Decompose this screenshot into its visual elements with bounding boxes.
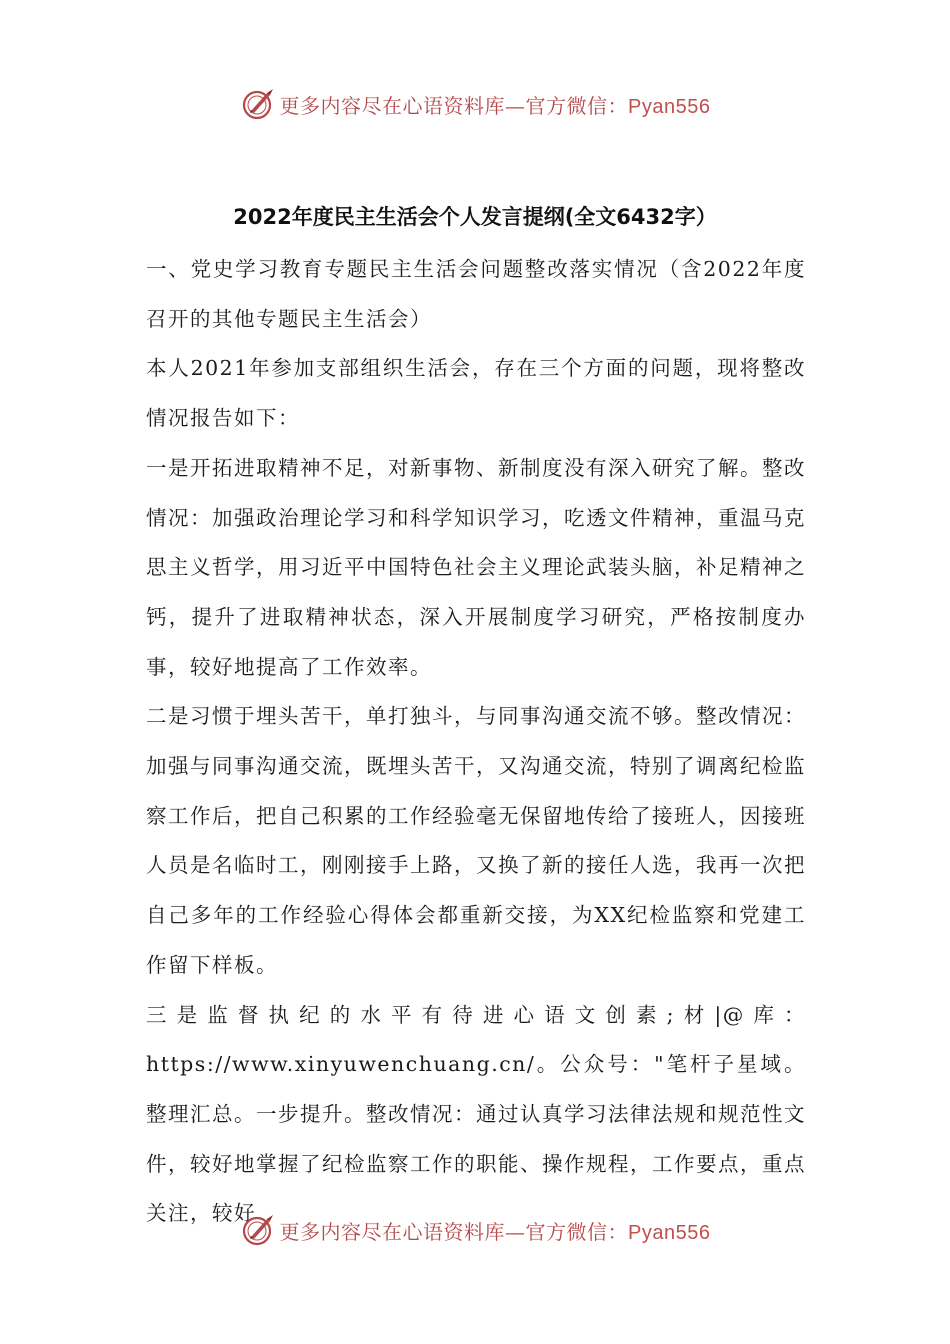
quill-pen-logo-icon — [240, 1212, 276, 1248]
paragraph-issue-2: 二是习惯于埋头苦干，单打独斗，与同事沟通交流不够。整改情况：加强与同事沟通交流，既埋头苦干，又沟通交流，特别了调离纪检监察工作后，把自己积累的工作经验毫无保留地传给了接班人，因接班人员是名临时工，刚刚接手上路，又换了新的接任人选，我再一次把自己多年的工作经验心得体会都重新交接，为XX纪检监察和党建工作留下样板。 — [146, 704, 806, 977]
header-banner — [0, 82, 950, 126]
header-wechat-id: Pyan556 — [628, 95, 711, 118]
paragraph-intro: 本人2021年参加支部组织生活会，存在三个方面的问题，现将整改情况报告如下： — [146, 356, 806, 431]
footer-banner — [0, 1208, 950, 1252]
quill-pen-logo-icon — [240, 86, 276, 122]
header-banner-text: 更多内容尽在心语资料库—官方微信：Pyan556 — [279, 93, 711, 118]
paragraph-issue-1: 一是开拓进取精神不足，对新事物、新制度没有深入研究了解。整改情况：加强政治理论学习和科学知识学习，吃透文件精神，重温马克思主义哲学，用习近平中国特色社会主义理论武装头脑，补足精神之钙，提升了进取精神状态，深入开展制度学习研究，严格按制度办事，较好地提高了工作效率。 — [146, 455, 806, 679]
footer-banner-text: 更多内容尽在心语资料库—官方微信：Pyan556 — [279, 1219, 711, 1244]
document-title: 2022年度民主生活会个人发言提纲(全文6432字） — [233, 205, 717, 229]
document-body — [146, 245, 806, 1239]
section-heading: 一、党史学习教育专题民主生活会问题整改落实情况（含2022年度召开的其他专题民主生活会） — [146, 257, 806, 331]
footer-wechat-id: Pyan556 — [628, 1221, 711, 1244]
paragraph-issue-3: 三是监督执纪的水平有待进心语文创素;材|@库：https://www.xinyuwenchuang.cn/。公众号："笔杆子星域。整理汇总。一步提升。整改情况：通过认真学习法律法规和规范性文件，较好地掌握了纪检监察工作的职能、操作规程，工作要点，重点关注，较好 — [146, 1002, 806, 1226]
